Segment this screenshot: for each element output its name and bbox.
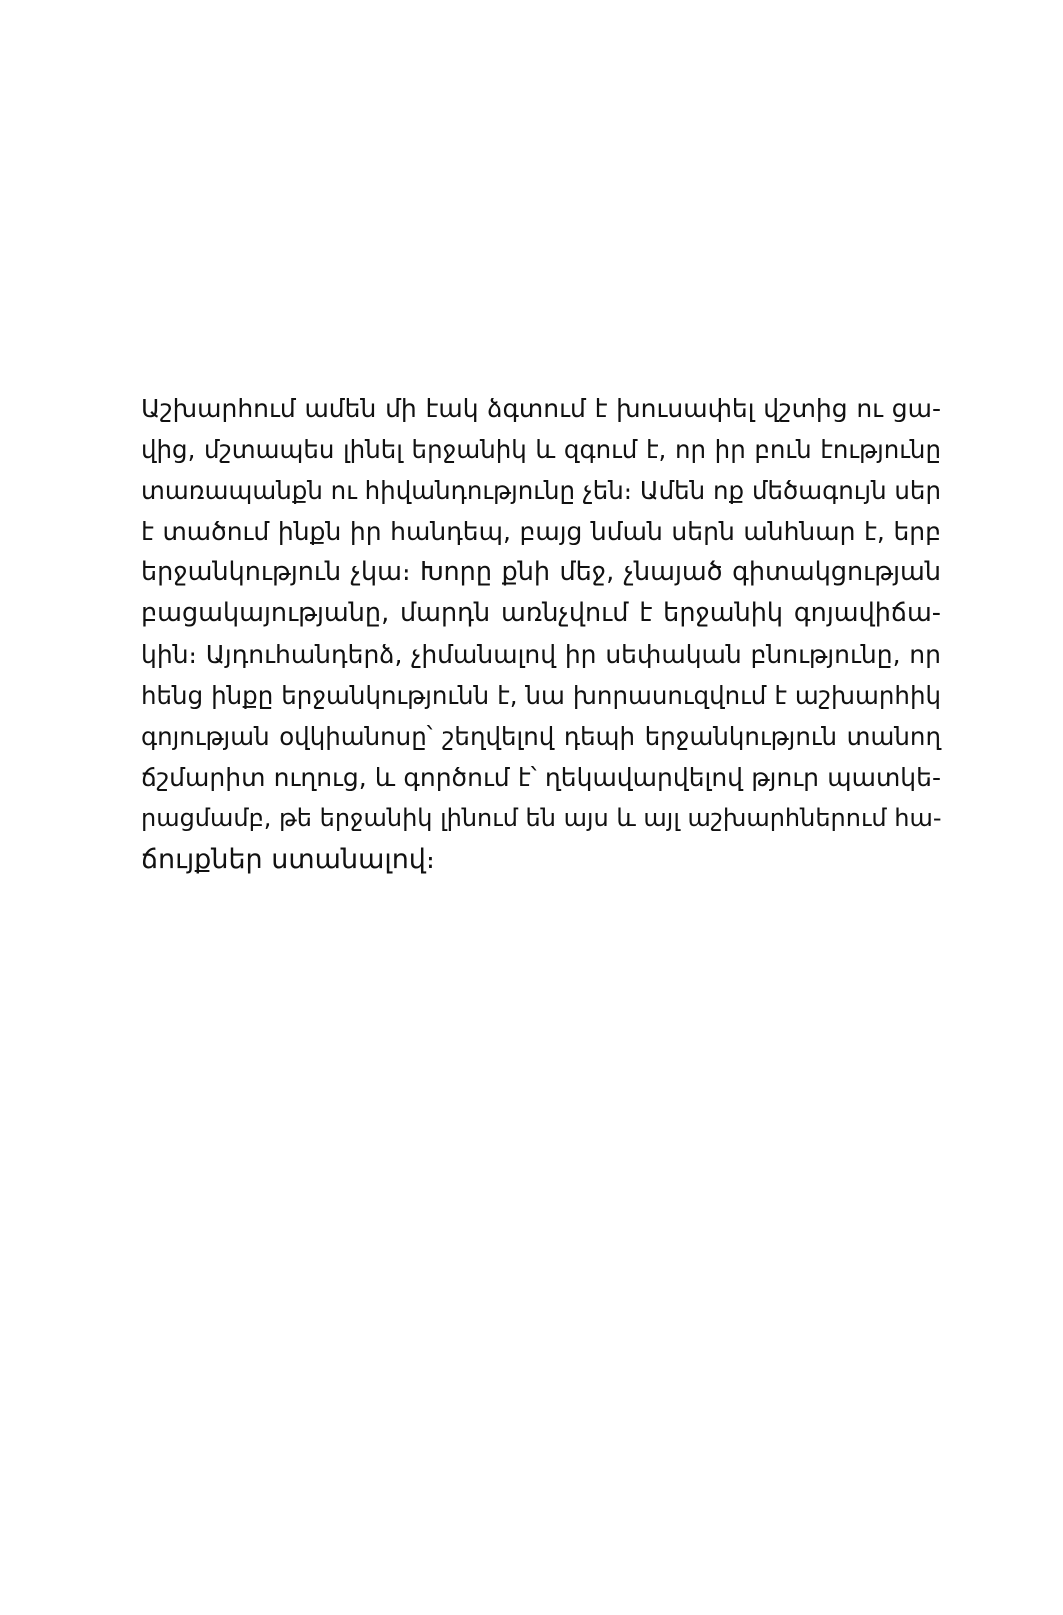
paragraph-line-12: ճույքներ ստանալով։ — [141, 844, 436, 875]
paragraph-line-5: երջանկություն չկա։ Խորը քնի մեջ, չնայած գիտակցության — [141, 557, 941, 587]
paragraph-line-1: Աշխարհում ամեն մի էակ ձգտում է խուսափել վշտից ու ցա- — [141, 394, 941, 423]
paragraph-line-9: գոյության օվկիանոսը՝ շեղվելով դեպի երջանկություն տանող — [141, 722, 941, 751]
paragraph-line-8: հենց ինքը երջանկությունն է, նա խորասուզվում է աշխարհիկ — [141, 681, 941, 710]
paragraph-line-4: է տածում ինքն իր հանդեպ, բայց նման սերն անհնար է, երբ — [141, 517, 941, 546]
paragraph-line-3: տառապանքն ու հիվանդությունը չեն։ Ամեն ոք մեծագույն սեր — [141, 476, 941, 505]
paragraph-line-6: բացակայությանը, մարդն առնչվում է երջանիկ գոյավիճա- — [141, 598, 941, 628]
paragraph-line-2: վից, մշտապես լինել երջանիկ և զգում է, որ իր բուն էությունը — [141, 435, 941, 464]
paragraph-line-10: ճշմարիտ ուղուց, և գործում է՝ ղեկավարվելով թյուր պատկե- — [141, 763, 941, 792]
paragraph-line-11: րացմամբ, թե երջանիկ լինում են այս և այլ աշխարհներում հա- — [141, 804, 942, 832]
paragraph-line-7: կին։ Այդուհանդերձ, չիմանալով իր սեփական բնությունը, որ — [141, 640, 941, 669]
paragraph — [141, 388, 941, 880]
